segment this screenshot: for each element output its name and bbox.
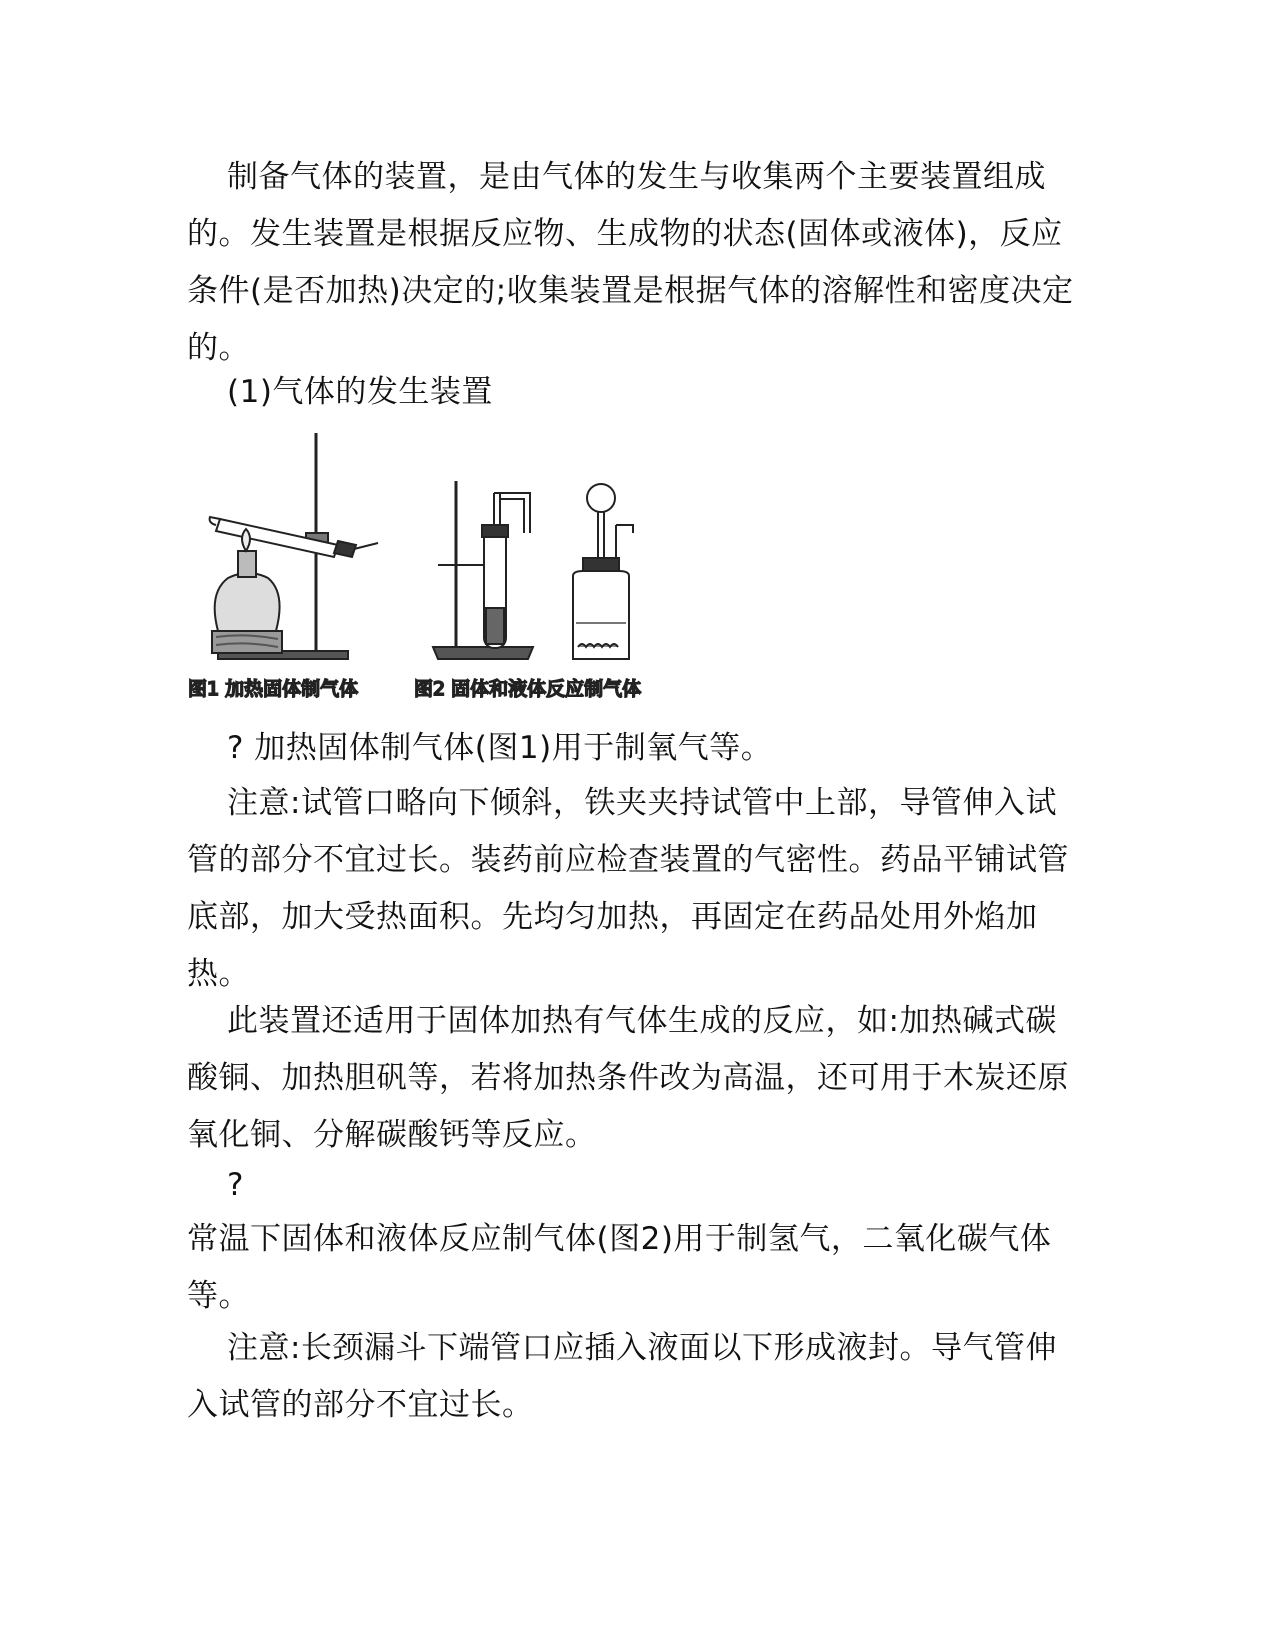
apparatus-illustration <box>188 433 708 733</box>
paragraph-figure1-notes: 注意:试管口略向下倾斜，铁夹夹持试管中上部，导管伸入试管的部分不宜过长。装药前应检查装置的气密性。药品平铺试管底部，加大受热面积。先均匀加热，再固定在药品处用外焰加热。 <box>187 785 1069 992</box>
paragraph-intro: 制备气体的装置，是由气体的发生与收集两个主要装置组成的。发生装置是根据反应物、生成物的状态(固体或液体)，反应条件(是否加热)决定的;收集装置是根据气体的溶解性和密度决定的。 <box>187 159 1074 366</box>
paragraph-figure1-usage: ? 加热固体制气体(图1)用于制氧气等。 <box>227 730 773 766</box>
figure2-test-tube-apparatus <box>433 481 533 659</box>
paragraph-figure2-notes: 注意:长颈漏斗下端管口应插入液面以下形成液封。导气管伸入试管的部分不宜过长。 <box>187 1330 1057 1423</box>
figure1-heating-apparatus <box>210 433 378 659</box>
figure1-caption: 图1 加热固体制气体 <box>188 678 359 700</box>
figure2-caption: 图2 固体和液体反应制气体 <box>414 678 642 700</box>
apparatus-figure <box>188 433 708 733</box>
paragraph-figure2-usage: 常温下固体和液体反应制气体(图2)用于制氢气，二氧化碳气体等。 <box>187 1221 1052 1314</box>
paragraph-applications: 此装置还适用于固体加热有气体生成的反应，如:加热碱式碳酸铜、加热胆矾等，若将加热条件改为高温，还可用于木炭还原氧化铜、分解碳酸钙等反应。 <box>187 1003 1069 1153</box>
section-heading: (1)气体的发生装置 <box>227 374 493 410</box>
paragraph-marker: ? <box>227 1167 244 1203</box>
figure2-bottle-apparatus <box>573 484 633 659</box>
